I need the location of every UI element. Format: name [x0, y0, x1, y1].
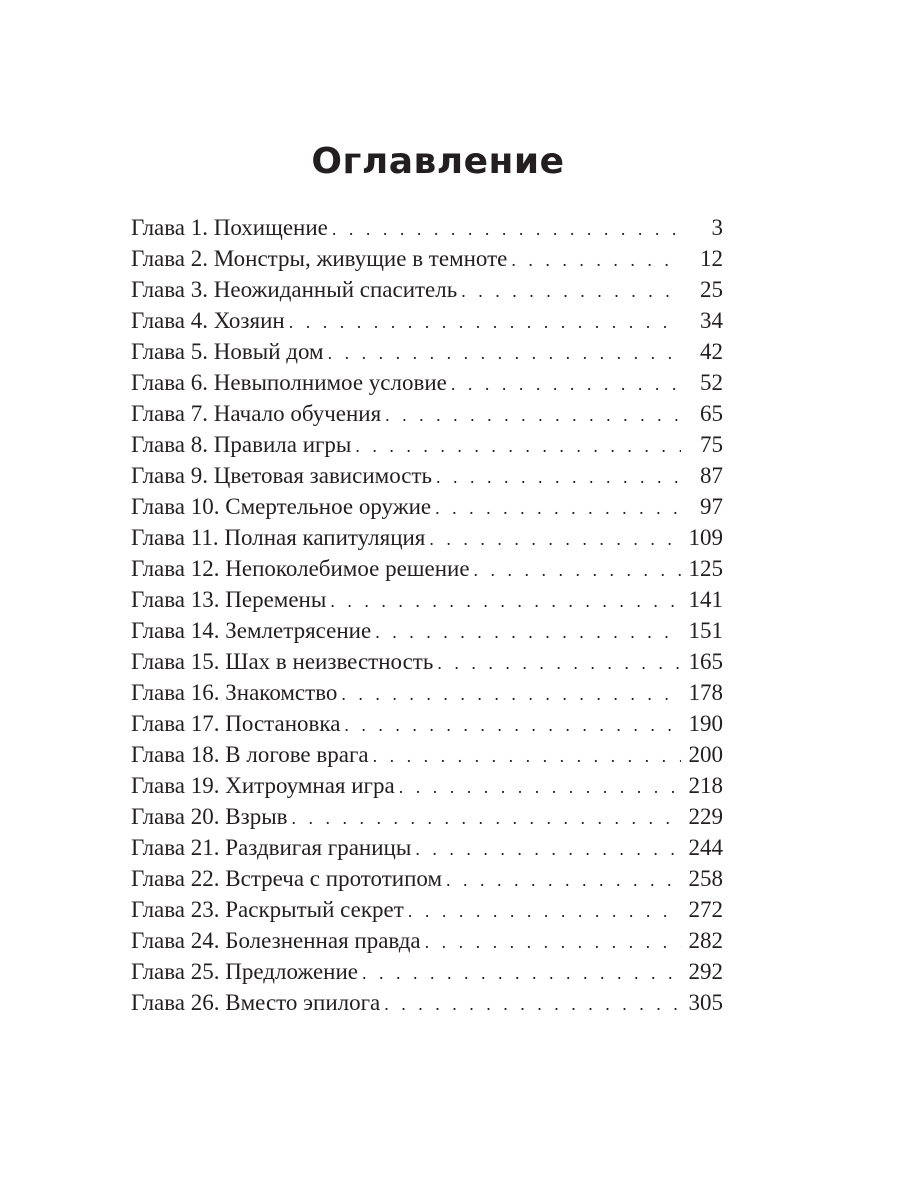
page-number: 97: [700, 494, 723, 519]
toc-entry: [131, 367, 723, 398]
toc-entry: [131, 429, 723, 460]
chapter-title: Глава 9. Цветовая зависимость: [131, 463, 433, 488]
page-number: 34: [700, 308, 723, 333]
chapter-title: Глава 25. Предложение: [131, 959, 359, 984]
chapter-title: Глава 15. Шах в неизвестность: [131, 649, 434, 674]
toc-entry: [131, 739, 723, 770]
page-number: 200: [688, 742, 723, 767]
chapter-title: Глава 1. Похищение: [131, 215, 328, 240]
page-number: 218: [688, 773, 723, 798]
toc-entry: [131, 677, 723, 708]
toc-entry: [131, 398, 723, 429]
dot-leader: [436, 462, 681, 493]
toc-list: [131, 212, 723, 1018]
page-number: 25: [700, 277, 723, 302]
page-number: 244: [688, 835, 723, 860]
toc-entry: [131, 615, 723, 646]
page-number: 3: [711, 215, 723, 240]
chapter-title: Глава 6. Невыполнимое условие: [131, 370, 447, 395]
dot-leader: [511, 245, 681, 276]
dot-leader: [435, 493, 681, 524]
toc-entry: [131, 212, 723, 243]
dot-leader: [292, 803, 681, 834]
dot-leader: [373, 741, 681, 772]
chapter-title: Глава 19. Хитроумная игра: [131, 773, 395, 798]
chapter-title: Глава 12. Непоколебимое решение: [131, 556, 470, 581]
dot-leader: [328, 338, 681, 369]
page-number: 272: [688, 897, 723, 922]
chapter-title: Глава 18. В логове врага: [131, 742, 369, 767]
page-title: Оглавление: [311, 141, 565, 182]
toc-entry: [131, 243, 723, 274]
dot-leader: [332, 214, 681, 245]
dot-leader: [289, 307, 681, 338]
chapter-title: Глава 23. Раскрытый секрет: [131, 897, 404, 922]
dot-leader: [446, 865, 681, 896]
chapter-title: Глава 14. Землетрясение: [131, 618, 372, 643]
toc-entry: [131, 305, 723, 336]
chapter-title: Глава 2. Монстры, живущие в темноте: [131, 246, 508, 271]
page-number: 125: [688, 556, 723, 581]
page-number: 282: [688, 928, 723, 953]
chapter-title: Глава 22. Встреча с прототипом: [131, 866, 443, 891]
dot-leader: [425, 927, 681, 958]
chapter-title: Глава 8. Правила игры: [131, 432, 352, 457]
chapter-title: Глава 4. Хозяин: [131, 308, 285, 333]
page-number: 190: [688, 711, 723, 736]
toc-entry: [131, 770, 723, 801]
chapter-title: Глава 3. Неожиданный спаситель: [131, 277, 458, 302]
dot-leader: [330, 586, 681, 617]
toc-entry: [131, 274, 723, 305]
dot-leader: [399, 772, 681, 803]
page-number: 178: [688, 680, 723, 705]
dot-leader: [384, 989, 681, 1020]
chapter-title: Глава 16. Знакомство: [131, 680, 338, 705]
page-number: 12: [700, 246, 723, 271]
chapter-title: Глава 13. Перемены: [131, 587, 327, 612]
toc-entry: [131, 801, 723, 832]
page-number: 292: [688, 959, 723, 984]
toc-entry: [131, 584, 723, 615]
chapter-title: Глава 21. Раздвигая границы: [131, 835, 412, 860]
page-number: 65: [700, 401, 723, 426]
dot-leader: [437, 648, 681, 679]
chapter-title: Глава 10. Смертельное оружие: [131, 494, 432, 519]
page-number: 141: [688, 587, 723, 612]
dot-leader: [341, 679, 681, 710]
page-number: 151: [688, 618, 723, 643]
dot-leader: [461, 276, 681, 307]
page-number: 87: [700, 463, 723, 488]
dot-leader: [385, 400, 681, 431]
toc-entry: [131, 553, 723, 584]
toc-entry: [131, 956, 723, 987]
chapter-title: Глава 17. Постановка: [131, 711, 341, 736]
chapter-title: Глава 24. Болезненная правда: [131, 928, 421, 953]
toc-entry: [131, 491, 723, 522]
toc-entry: [131, 894, 723, 925]
chapter-title: Глава 26. Вместо эпилога: [131, 990, 381, 1015]
toc-entry: [131, 863, 723, 894]
chapter-title: Глава 11. Полная капитуляция: [131, 525, 426, 550]
toc-entry: [131, 460, 723, 491]
dot-leader: [362, 958, 681, 989]
page-number: 258: [688, 866, 723, 891]
chapter-title: Глава 5. Новый дом: [131, 339, 324, 364]
page-number: 52: [700, 370, 723, 395]
chapter-title: Глава 20. Взрыв: [131, 804, 288, 829]
toc-entry: [131, 336, 723, 367]
dot-leader: [408, 896, 681, 927]
toc-entry: [131, 708, 723, 739]
toc-entry: [131, 522, 723, 553]
dot-leader: [375, 617, 681, 648]
toc-entry: [131, 987, 723, 1018]
page-number: 229: [688, 804, 723, 829]
dot-leader: [474, 555, 681, 586]
dot-leader: [415, 834, 681, 865]
page-number: 75: [700, 432, 723, 457]
page-number: 165: [688, 649, 723, 674]
toc-entry: [131, 832, 723, 863]
page-number: 42: [700, 339, 723, 364]
toc-entry: [131, 646, 723, 677]
dot-leader: [429, 524, 681, 555]
dot-leader: [355, 431, 681, 462]
dot-leader: [344, 710, 681, 741]
page-number: 109: [688, 525, 723, 550]
page-number: 305: [688, 990, 723, 1015]
dot-leader: [451, 369, 681, 400]
toc-entry: [131, 925, 723, 956]
chapter-title: Глава 7. Начало обучения: [131, 401, 382, 426]
